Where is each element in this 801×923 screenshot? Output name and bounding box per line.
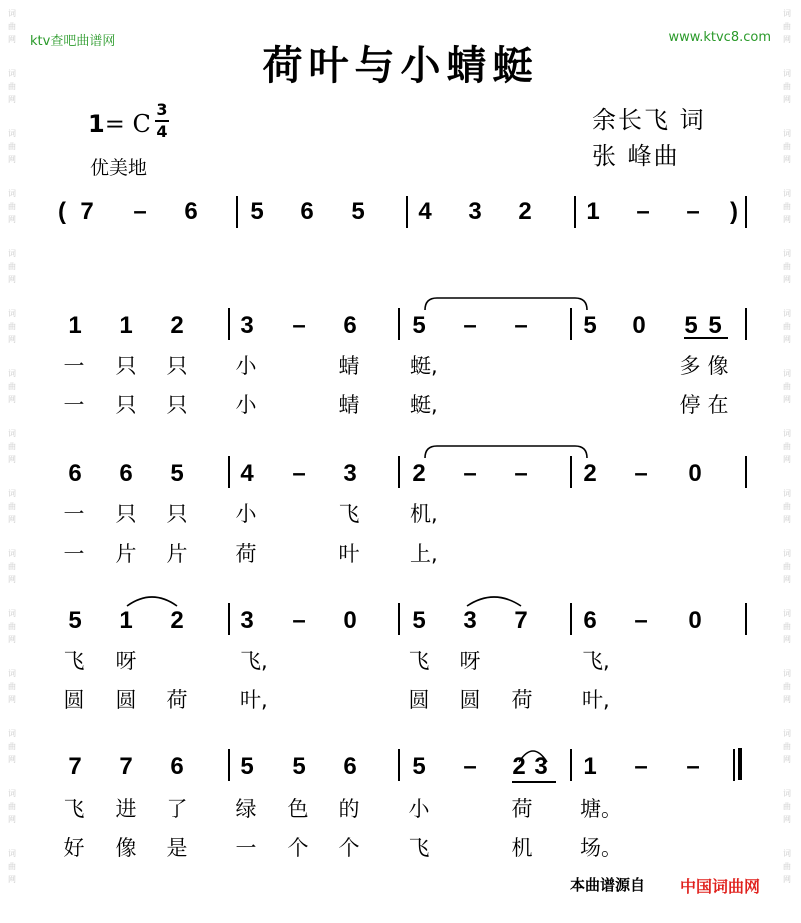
note: 7 <box>119 753 133 780</box>
side-watermark-char: 词 <box>783 69 791 78</box>
side-watermark-char: 曲 <box>783 622 791 631</box>
note: 0 <box>343 607 357 634</box>
lyric: 一 <box>63 393 85 417</box>
barline <box>745 603 747 635</box>
lyric: 机 <box>511 836 533 860</box>
footer-site-link[interactable]: 中国词曲网 <box>680 877 761 896</box>
barline <box>570 308 572 340</box>
side-watermark-char: 词 <box>8 9 16 18</box>
side-watermark-char: 词 <box>783 249 791 258</box>
lyric: 一 <box>235 836 257 860</box>
lyric: 荷 <box>511 797 533 821</box>
side-watermark-char: 曲 <box>783 742 791 751</box>
barline <box>398 749 400 781</box>
tempo-marking: 优美地 <box>90 157 148 179</box>
side-watermark-char: 网 <box>8 335 16 344</box>
side-watermark-char: 网 <box>783 635 791 644</box>
note: 1 <box>119 312 133 339</box>
note: 5 <box>68 607 82 634</box>
note: 5 <box>170 460 184 487</box>
side-watermark-char: 曲 <box>8 142 16 151</box>
key-tonic: 1 <box>88 110 105 138</box>
note: 4 <box>240 460 254 487</box>
note: 6 <box>343 312 357 339</box>
barline <box>570 603 572 635</box>
note: 3 <box>343 460 357 487</box>
side-watermark-char: 曲 <box>8 562 16 571</box>
side-watermark-char: 词 <box>8 189 16 198</box>
intro-note: 4 <box>418 198 432 225</box>
note: – <box>292 607 306 634</box>
intro-note: 7 <box>80 198 94 225</box>
intro-paren-open: ( <box>58 198 66 225</box>
lyric: 小 <box>235 354 257 378</box>
intro-note: 1 <box>586 198 600 225</box>
side-watermark-char: 网 <box>8 575 16 584</box>
side-watermark-char: 词 <box>8 849 16 858</box>
side-watermark-char: 网 <box>783 215 791 224</box>
note: – <box>686 753 700 780</box>
side-watermark-char: 词 <box>783 369 791 378</box>
lyric: 飞 <box>408 836 430 860</box>
side-watermark-char: 词 <box>783 429 791 438</box>
note: 2 <box>412 460 426 487</box>
side-watermark-char: 曲 <box>783 22 791 31</box>
side-watermark-char: 网 <box>8 635 16 644</box>
side-watermark-char: 曲 <box>8 502 16 511</box>
note: 5 <box>583 312 597 339</box>
lyric: 一 <box>63 502 85 526</box>
lyric: 片 <box>115 542 137 566</box>
note: – <box>292 312 306 339</box>
side-watermark-char: 词 <box>783 129 791 138</box>
side-watermark-char: 曲 <box>8 742 16 751</box>
side-watermark-char: 网 <box>783 275 791 284</box>
lyric: 圆 <box>115 688 137 712</box>
note: 2 <box>170 312 184 339</box>
lyric: 在 <box>707 393 729 417</box>
lyric: 蜻 <box>338 354 360 378</box>
key-note: = C <box>104 110 151 138</box>
note: – <box>634 460 648 487</box>
side-watermark-char: 曲 <box>8 262 16 271</box>
side-watermark-char: 词 <box>783 669 791 678</box>
side-watermark-char: 网 <box>8 695 16 704</box>
side-watermark-char: 词 <box>783 309 791 318</box>
note: – <box>634 753 648 780</box>
barline <box>745 308 747 340</box>
note: 2 <box>512 753 526 780</box>
note: – <box>292 460 306 487</box>
note: – <box>463 753 477 780</box>
side-watermark-char: 词 <box>783 609 791 618</box>
note: 7 <box>68 753 82 780</box>
lyric: 圆 <box>459 688 481 712</box>
lyric: 飞 <box>408 649 430 673</box>
lyric: 一 <box>63 542 85 566</box>
side-watermark-char: 词 <box>783 189 791 198</box>
intro-note: – <box>636 198 650 225</box>
side-watermark-char: 词 <box>783 789 791 798</box>
lyric: 叶 <box>338 542 360 566</box>
side-watermark-char: 词 <box>8 249 16 258</box>
note: 2 <box>170 607 184 634</box>
note: 7 <box>514 607 528 634</box>
lyric: 荷 <box>166 688 188 712</box>
barline <box>570 749 572 781</box>
side-watermark-char: 曲 <box>8 22 16 31</box>
lyric: 像 <box>115 836 137 860</box>
lyric: 飞 <box>63 649 85 673</box>
lyric: 圆 <box>63 688 85 712</box>
note: 3 <box>240 607 254 634</box>
intro-note: 3 <box>468 198 482 225</box>
note: 0 <box>632 312 646 339</box>
lyric: 呀 <box>115 649 137 673</box>
side-watermark-char: 网 <box>783 575 791 584</box>
side-watermark-char: 曲 <box>783 82 791 91</box>
lyric: 只 <box>166 354 188 378</box>
lyric: 呀 <box>459 649 481 673</box>
note: 5 <box>412 607 426 634</box>
note: 5 <box>684 312 698 339</box>
lyric: 只 <box>115 502 137 526</box>
side-watermark-char: 词 <box>783 9 791 18</box>
intro-note: 2 <box>518 198 532 225</box>
side-watermark-char: 网 <box>8 755 16 764</box>
side-watermark-char: 网 <box>783 455 791 464</box>
lyric: 色 <box>287 797 309 821</box>
side-watermark-char: 网 <box>783 695 791 704</box>
note: 3 <box>534 753 548 780</box>
lyric: 多 <box>679 354 701 378</box>
lyric: 小 <box>235 393 257 417</box>
side-watermark-char: 曲 <box>8 82 16 91</box>
note: 1 <box>583 753 597 780</box>
tie <box>425 298 587 310</box>
lyric: 个 <box>338 836 360 860</box>
side-watermark-char: 曲 <box>8 802 16 811</box>
lyric: 圆 <box>408 688 430 712</box>
lyric: 场。 <box>580 836 622 860</box>
lyric: 机, <box>410 502 438 526</box>
side-watermark-char: 曲 <box>783 202 791 211</box>
barline <box>228 308 230 340</box>
side-watermark-char: 曲 <box>783 802 791 811</box>
side-watermark-char: 网 <box>8 395 16 404</box>
intro-note: – <box>686 198 700 225</box>
lyric: 只 <box>166 393 188 417</box>
side-watermark-char: 网 <box>8 515 16 524</box>
side-watermark-char: 曲 <box>8 382 16 391</box>
side-watermark-char: 曲 <box>783 562 791 571</box>
lyric: 只 <box>115 393 137 417</box>
lyric: 飞 <box>338 502 360 526</box>
side-watermark-char: 曲 <box>8 862 16 871</box>
side-watermark-char: 曲 <box>783 442 791 451</box>
lyric: 只 <box>166 502 188 526</box>
intro-note: 5 <box>250 198 264 225</box>
lyric: 好 <box>63 836 85 860</box>
note: 1 <box>119 607 133 634</box>
side-watermark-char: 曲 <box>8 682 16 691</box>
side-watermark-char: 网 <box>783 755 791 764</box>
note: – <box>514 312 528 339</box>
lyric: 叶, <box>582 688 610 712</box>
side-watermark-char: 曲 <box>783 682 791 691</box>
side-watermark-char: 网 <box>8 95 16 104</box>
side-watermark-char: 网 <box>8 155 16 164</box>
note: 2 <box>583 460 597 487</box>
footer-source-label: 本曲谱源自 <box>570 876 646 894</box>
side-watermark-char: 曲 <box>783 322 791 331</box>
note: 6 <box>583 607 597 634</box>
watermark-left: ktv查吧曲谱网 <box>30 34 116 49</box>
intro-note: 5 <box>351 198 365 225</box>
lyric: 绿 <box>235 797 257 821</box>
watermark-right: www.ktvc8.com <box>668 30 771 45</box>
lyric: 荷 <box>235 542 257 566</box>
note: 5 <box>412 753 426 780</box>
final-barline-thin <box>733 749 735 781</box>
side-watermark-char: 网 <box>783 875 791 884</box>
lyric: 飞, <box>240 649 268 673</box>
side-watermark-char: 曲 <box>783 382 791 391</box>
side-watermark-char: 网 <box>8 35 16 44</box>
side-watermark-char: 词 <box>8 669 16 678</box>
side-watermark-char: 词 <box>8 489 16 498</box>
side-watermark-char: 词 <box>783 729 791 738</box>
side-watermark-char: 词 <box>783 849 791 858</box>
lyric: 飞 <box>63 797 85 821</box>
note: – <box>634 607 648 634</box>
note: 5 <box>708 312 722 339</box>
side-watermark-char: 曲 <box>8 202 16 211</box>
side-watermark-char: 曲 <box>783 142 791 151</box>
side-watermark-char: 曲 <box>783 502 791 511</box>
note: 3 <box>240 312 254 339</box>
note: 0 <box>688 607 702 634</box>
lyric: 小 <box>235 502 257 526</box>
barline <box>228 749 230 781</box>
lyric: 蜓, <box>410 393 438 417</box>
lyric: 荷 <box>511 688 533 712</box>
side-watermark-char: 曲 <box>8 442 16 451</box>
note: 5 <box>412 312 426 339</box>
side-watermark-char: 词 <box>8 549 16 558</box>
side-watermark-char: 网 <box>8 815 16 824</box>
final-barline-thick <box>738 748 742 780</box>
lyric: 的 <box>338 797 360 821</box>
barline <box>398 603 400 635</box>
side-watermark-char: 网 <box>8 215 16 224</box>
side-watermark-char: 网 <box>783 155 791 164</box>
lyric: 一 <box>63 354 85 378</box>
intro-note: 6 <box>300 198 314 225</box>
side-watermark-char: 网 <box>783 35 791 44</box>
lyric: 个 <box>287 836 309 860</box>
intro-paren-close: ) <box>730 198 738 225</box>
note: 5 <box>240 753 254 780</box>
note: 6 <box>68 460 82 487</box>
side-watermark-char: 词 <box>8 69 16 78</box>
lyric: 停 <box>679 393 701 417</box>
side-watermark-char: 网 <box>8 275 16 284</box>
time-signature-bottom: 4 <box>156 122 168 141</box>
note: – <box>514 460 528 487</box>
composer-credit: 张 峰曲 <box>592 142 680 170</box>
note: 1 <box>68 312 82 339</box>
side-watermark-char: 网 <box>783 815 791 824</box>
side-watermark-char: 词 <box>783 549 791 558</box>
lyric: 片 <box>166 542 188 566</box>
side-watermark-char: 词 <box>8 369 16 378</box>
lyric: 小 <box>408 797 430 821</box>
side-watermark-char: 曲 <box>783 262 791 271</box>
lyric: 上, <box>410 542 438 566</box>
lyricist-credit: 余长飞 词 <box>592 106 706 134</box>
note: – <box>463 312 477 339</box>
lyric: 叶, <box>240 688 268 712</box>
side-watermark-char: 网 <box>783 95 791 104</box>
lyric: 飞, <box>582 649 610 673</box>
side-watermark-char: 网 <box>8 875 16 884</box>
note: 6 <box>170 753 184 780</box>
note: 3 <box>463 607 477 634</box>
side-watermark-char: 词 <box>8 129 16 138</box>
lyric: 了 <box>166 797 188 821</box>
intro-note: 6 <box>184 198 198 225</box>
slur <box>127 597 177 606</box>
note: 5 <box>292 753 306 780</box>
side-watermark-char: 词 <box>8 309 16 318</box>
lyric: 像 <box>707 354 729 378</box>
slur <box>467 597 521 606</box>
barline <box>570 456 572 488</box>
intro-note: – <box>133 198 147 225</box>
side-watermark-char: 词 <box>8 729 16 738</box>
side-watermark-char: 词 <box>8 429 16 438</box>
barline <box>228 456 230 488</box>
barline <box>745 456 747 488</box>
barline <box>398 456 400 488</box>
note: 6 <box>119 460 133 487</box>
lyric: 蜓, <box>410 354 438 378</box>
lyric: 进 <box>115 797 137 821</box>
barline <box>398 308 400 340</box>
side-watermark-char: 网 <box>8 455 16 464</box>
lyric: 塘。 <box>580 797 622 821</box>
side-watermark-char: 词 <box>8 609 16 618</box>
song-title: 荷叶与小蜻蜓 <box>262 43 539 89</box>
side-watermark-char: 网 <box>783 515 791 524</box>
side-watermark-char: 词 <box>8 789 16 798</box>
barline <box>228 603 230 635</box>
note: 6 <box>343 753 357 780</box>
tie <box>425 446 587 458</box>
note: – <box>463 460 477 487</box>
lyric: 只 <box>115 354 137 378</box>
side-watermark-char: 网 <box>783 335 791 344</box>
side-watermark-char: 网 <box>783 395 791 404</box>
note: 0 <box>688 460 702 487</box>
side-watermark-char: 词 <box>783 489 791 498</box>
lyric: 蜻 <box>338 393 360 417</box>
lyric: 是 <box>166 836 188 860</box>
side-watermark-char: 曲 <box>8 322 16 331</box>
side-watermark-char: 曲 <box>783 862 791 871</box>
side-watermark-char: 曲 <box>8 622 16 631</box>
time-signature-top: 3 <box>156 100 168 119</box>
